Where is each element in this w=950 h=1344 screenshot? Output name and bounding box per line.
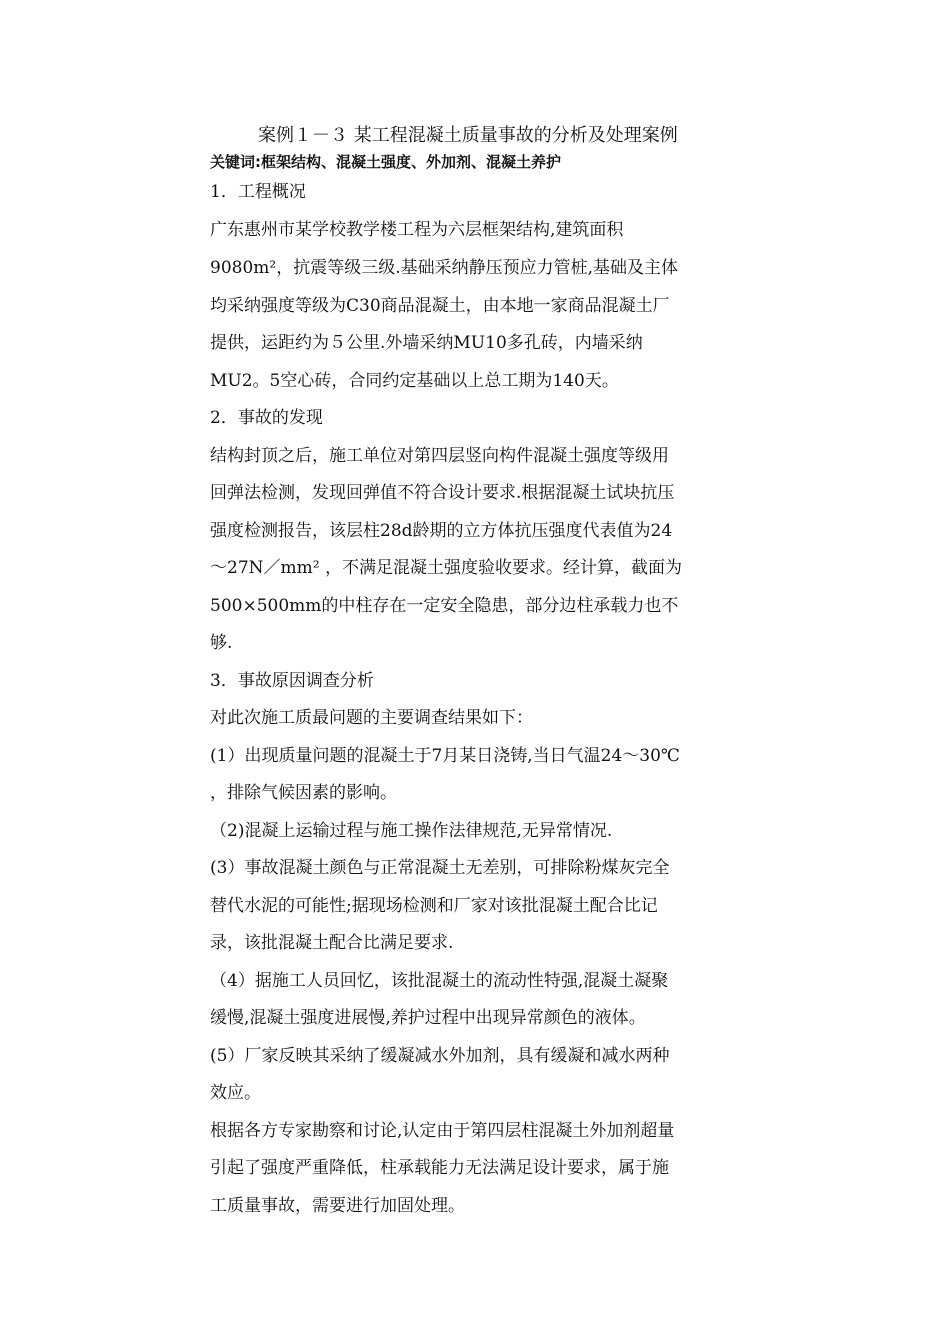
section-heading-1: 1．工程概况	[210, 182, 306, 202]
paragraph-line: 9080m²，抗震等级三级.基础采纳静压预应力管桩,基础及主体	[210, 258, 679, 278]
list-item-line: 效应。	[210, 1083, 261, 1103]
paragraph-line: 根据各方专家勘察和讨论,认定由于第四层柱混凝土外加剂超量	[210, 1121, 675, 1141]
list-item-line: (5）厂家反映其采纳了缓凝减水外加剂，具有缓凝和减水两种	[210, 1046, 670, 1066]
paragraph-line: 对此次施工质最问题的主要调查结果如下：	[210, 708, 533, 728]
paragraph-line: 够.	[210, 633, 233, 653]
list-item-line: (1）出现质量问题的混凝土于7月某日浇铸,当日气温24～30℃	[210, 746, 680, 766]
paragraph-line: ～27N／mm² ，不满足混凝土强度验收要求。经计算，截面为	[210, 558, 682, 578]
paragraph-line: 引起了强度严重降低，柱承载能力无法满足设计要求，属于施	[210, 1158, 669, 1178]
paragraph-line: 均采纳强度等级为C30商品混凝土，由本地一家商品混凝土厂	[210, 296, 670, 316]
document-title: 案例１－３ 某工程混凝土质量事故的分析及处理案例	[258, 125, 678, 146]
paragraph-line: 回弹法检测，发现回弹值不符合设计要求.根据混凝土试块抗压	[210, 483, 675, 503]
paragraph-line: 强度检测报告，该层柱28d龄期的立方体抗压强度代表值为24	[210, 521, 673, 541]
paragraph-line: MU2。5空心砖，合同约定基础以上总工期为140天。	[210, 371, 619, 391]
list-item-line: （2)混凝上运输过程与施工操作法律规范,无异常情况.	[210, 821, 613, 841]
keywords-line: 关键词:框架结构、混凝土强度、外加剂、混凝土养护	[210, 153, 562, 171]
section-heading-2: 2．事故的发现	[210, 408, 323, 428]
list-item-line: ，排除气候因素的影响。	[210, 783, 397, 803]
list-item-line: （4）据施工人员回忆，该批混凝土的流动性特强,混凝土凝聚	[210, 971, 669, 991]
paragraph-line: 广东惠州市某学校教学楼工程为六层框架结构,建筑面积	[210, 220, 624, 240]
list-item-line: 缓慢,混凝土强度进展慢,养护过程中出现异常颜色的液体。	[210, 1008, 646, 1028]
list-item-line: (3）事故混凝土颜色与正常混凝土无差别，可排除粉煤灰完全	[210, 858, 670, 878]
section-heading-3: 3．事故原因调查分析	[210, 671, 374, 691]
paragraph-line: 工质量事故，需要进行加固处理。	[210, 1196, 465, 1216]
paragraph-line: 500×500mm的中柱存在一定安全隐患，部分边柱承载力也不	[210, 596, 679, 616]
paragraph-line: 结构封顶之后，施工单位对第四层竖向构件混凝土强度等级用	[210, 446, 669, 466]
list-item-line: 替代水泥的可能性;据现场检测和厂家对该批混凝土配合比记	[210, 896, 658, 916]
paragraph-line: 提供，运距约为５公里.外墙采纳MU10多孔砖，内墙采纳	[210, 333, 643, 353]
list-item-line: 录，该批混凝土配合比满足要求.	[210, 933, 454, 953]
